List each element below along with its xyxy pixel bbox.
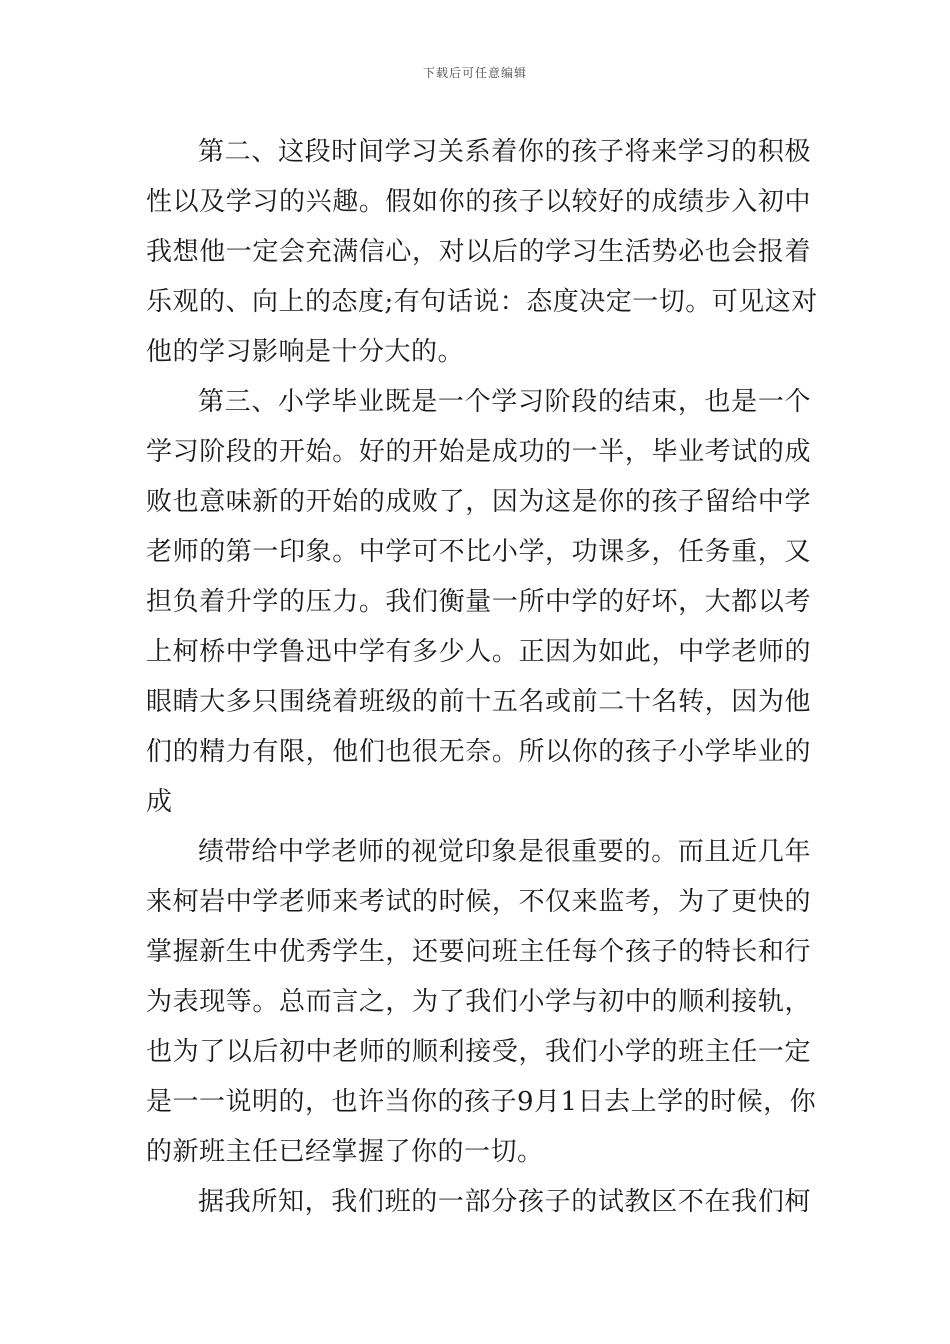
paragraph-line: 成 <box>146 787 173 817</box>
paragraph-line: 乐观的、向上的态度;有句话说：态度决定一切。可见这对 <box>146 287 818 317</box>
paragraph-line: 的新班主任已经掌握了你的一切。 <box>146 1137 544 1167</box>
paragraph-line: 们的精力有限，他们也很无奈。所以你的孩子小学毕业的 <box>146 737 811 767</box>
paragraph-line: 绩带给中学老师的视觉印象是很重要的。而且近几年 <box>198 837 811 867</box>
paragraph-line: 为表现等。总而言之，为了我们小学与初中的顺利接轨， <box>146 987 811 1017</box>
paragraph-line: 据我所知，我们班的一部分孩子的试教区不在我们柯 <box>198 1187 811 1217</box>
paragraph-line: 性以及学习的兴趣。假如你的孩子以较好的成绩步入初中 <box>146 187 811 217</box>
paragraph-line: 也为了以后初中老师的顺利接受，我们小学的班主任一定 <box>146 1037 811 1067</box>
paragraph-line: 是一一说明的，也许当你的孩子9月1日去上学的时候，你 <box>146 1087 817 1117</box>
paragraph-line: 来柯岩中学老师来考试的时候，不仅来监考，为了更快的 <box>146 887 811 917</box>
paragraph-line: 眼睛大多只围绕着班级的前十五名或前二十名转，因为他 <box>146 687 811 717</box>
paragraph-line: 上柯桥中学鲁迅中学有多少人。正因为如此，中学老师的 <box>146 637 811 667</box>
paragraph-line: 掌握新生中优秀学生，还要问班主任每个孩子的特长和行 <box>146 937 811 967</box>
paragraph-line: 我想他一定会充满信心，对以后的学习生活势必也会报着 <box>146 237 811 267</box>
paragraph-line: 学习阶段的开始。好的开始是成功的一半，毕业考试的成 <box>146 437 811 467</box>
page-header: 下载后可任意编辑 <box>422 66 527 80</box>
paragraph-line: 第二、这段时间学习关系着你的孩子将来学习的积极 <box>198 137 811 167</box>
paragraph-line: 他的学习影响是十分大的。 <box>146 337 465 367</box>
paragraph-line: 败也意味新的开始的成败了，因为这是你的孩子留给中学 <box>146 487 811 517</box>
paragraph-line: 老师的第一印象。中学可不比小学，功课多，任务重，又 <box>146 537 811 567</box>
paragraph-line: 第三、小学毕业既是一个学习阶段的结束，也是一个 <box>198 387 811 417</box>
document-body <box>146 127 818 1227</box>
paragraph-line: 担负着升学的压力。我们衡量一所中学的好坏，大都以考 <box>146 587 811 617</box>
